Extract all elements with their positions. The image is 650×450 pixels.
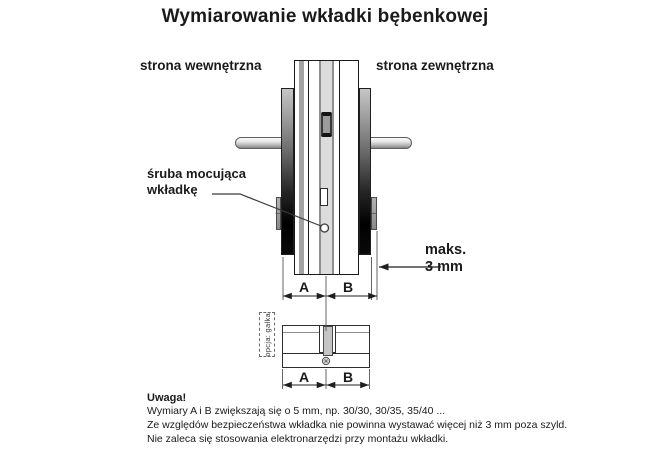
dimension-b-label-upper: B xyxy=(342,279,354,295)
dimension-b-label-lower: B xyxy=(342,369,354,385)
cylinder-end-inner xyxy=(276,197,282,230)
door-layer-line xyxy=(308,61,309,274)
fixing-screw-label-line1: śruba mocująca xyxy=(147,166,246,181)
inner-side-label: strona wewnętrzna xyxy=(140,58,262,73)
screw-slot xyxy=(320,188,328,206)
cam-lower xyxy=(323,326,333,357)
outer-side-label: strona zewnętrzna xyxy=(376,58,494,73)
cylinder-end-outer xyxy=(371,197,377,230)
notes-heading: Uwaga! xyxy=(147,392,187,404)
dimension-a-label-upper: A xyxy=(298,279,310,295)
page-title: Wymiarowanie wkładki bębenkowej xyxy=(161,6,489,27)
max-protrusion-line1: maks. xyxy=(425,242,467,258)
note-line-1: Wymiary A i B zwiększają się o 5 mm, np. 30/30, 30/35, 35/40 ... xyxy=(147,405,446,417)
dimension-a-label-lower: A xyxy=(298,369,310,385)
inner-shield-plate xyxy=(281,88,294,255)
max-protrusion-line2: 3 mm xyxy=(425,259,463,275)
door-layer-strip xyxy=(299,61,305,274)
cylinder-cam xyxy=(321,112,332,137)
note-line-3: Nie zaleca się stosowania elektronarzędzi przy montażu wkładki. xyxy=(147,433,449,445)
fixing-screw-label-line2: wkładkę xyxy=(147,182,198,197)
outer-door-handle xyxy=(370,137,412,149)
knob-option-label: opcja: gałka xyxy=(262,312,272,357)
outer-shield-plate xyxy=(359,88,372,255)
fixing-screw-label xyxy=(147,166,246,198)
note-line-2: Ze względów bezpieczeństwa wkładka nie powinna wystawać więcej niż 3 mm poza szyld. xyxy=(147,419,568,431)
max-protrusion-label xyxy=(425,242,466,276)
notes-block xyxy=(147,392,567,446)
door-layer-line xyxy=(339,61,340,274)
cylinder-channel xyxy=(319,61,334,274)
knob-option-box xyxy=(259,312,275,357)
inner-door-handle xyxy=(235,137,282,149)
